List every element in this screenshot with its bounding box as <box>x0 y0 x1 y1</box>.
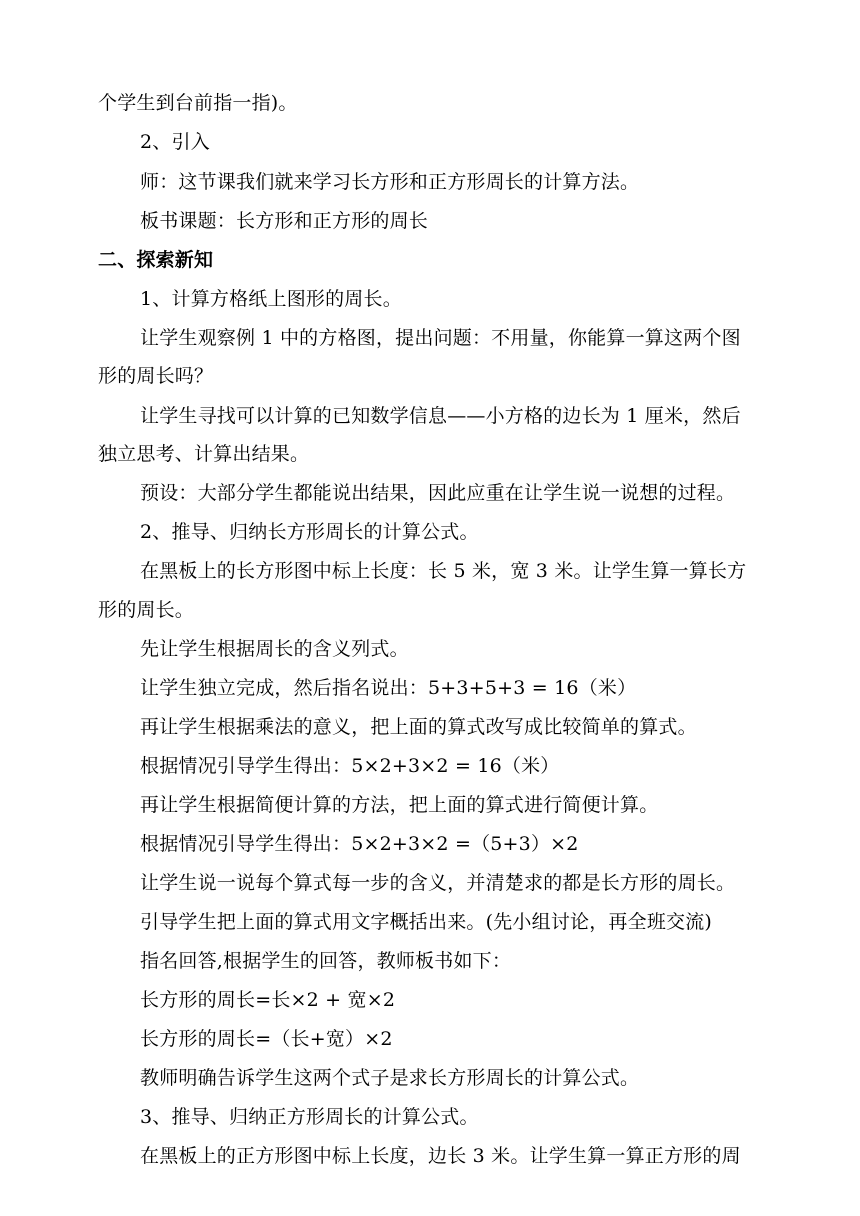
text-line: 让学生观察例 1 中的方格图，提出问题：不用量，你能算一算这两个图 <box>140 327 741 349</box>
text-line: 让学生寻找可以计算的已知数学信息——小方格的边长为 1 厘米，然后 <box>140 405 741 427</box>
text-line: 形的周长吗？ <box>98 365 214 387</box>
text-line: 个学生到台前指一指)。 <box>98 92 298 114</box>
text-line: 在黑板上的正方形图中标上长度，边长 3 米。让学生算一算正方形的周 <box>140 1145 741 1167</box>
formula-line: 长方形的周长=长×2 + 宽×2 <box>140 989 396 1011</box>
section-heading: 2、推导、归纳长方形周长的计算公式。 <box>140 521 479 543</box>
text-line: 形的周长。 <box>98 599 195 621</box>
text-line: 板书课题：长方形和正方形的周长 <box>140 210 429 232</box>
text-line: 指名回答,根据学生的回答，教师板书如下： <box>140 950 512 972</box>
text-line: 让学生说一说每个算式每一步的含义，并清楚求的都是长方形的周长。 <box>140 872 736 894</box>
section-heading: 1、计算方格纸上图形的周长。 <box>140 288 402 310</box>
formula-line: 长方形的周长=（长+宽）×2 <box>140 1028 393 1050</box>
text-line: 师：这节课我们就来学习长方形和正方形周长的计算方法。 <box>140 171 640 193</box>
section-heading: 2、引入 <box>140 131 210 153</box>
text-line: 预设：大部分学生都能说出结果，因此应重在让学生说一说想的过程。 <box>140 482 736 504</box>
text-line: 引导学生把上面的算式用文字概括出来。(先小组讨论，再全班交流) <box>140 911 713 933</box>
text-line: 再让学生根据乘法的意义，把上面的算式改写成比较简单的算式。 <box>140 716 697 738</box>
text-line: 独立思考、计算出结果。 <box>98 443 310 465</box>
text-line: 在黑板上的长方形图中标上长度：长 5 米，宽 3 米。让学生算一算长方 <box>140 560 747 582</box>
text-line: 再让学生根据简便计算的方法，把上面的算式进行简便计算。 <box>140 794 659 816</box>
text-line: 先让学生根据周长的含义列式。 <box>140 638 409 660</box>
text-line: 根据情况引导学生得出：5×2+3×2 = 16（米） <box>140 755 560 777</box>
major-heading: 二、探索新知 <box>98 249 214 271</box>
text-line: 让学生独立完成，然后指名说出：5+3+5+3 = 16（米） <box>140 677 637 699</box>
text-line: 教师明确告诉学生这两个式子是求长方形周长的计算公式。 <box>140 1067 640 1089</box>
text-line: 根据情况引导学生得出：5×2+3×2 =（5+3）×2 <box>140 833 579 855</box>
section-heading: 3、推导、归纳正方形周长的计算公式。 <box>140 1106 479 1128</box>
